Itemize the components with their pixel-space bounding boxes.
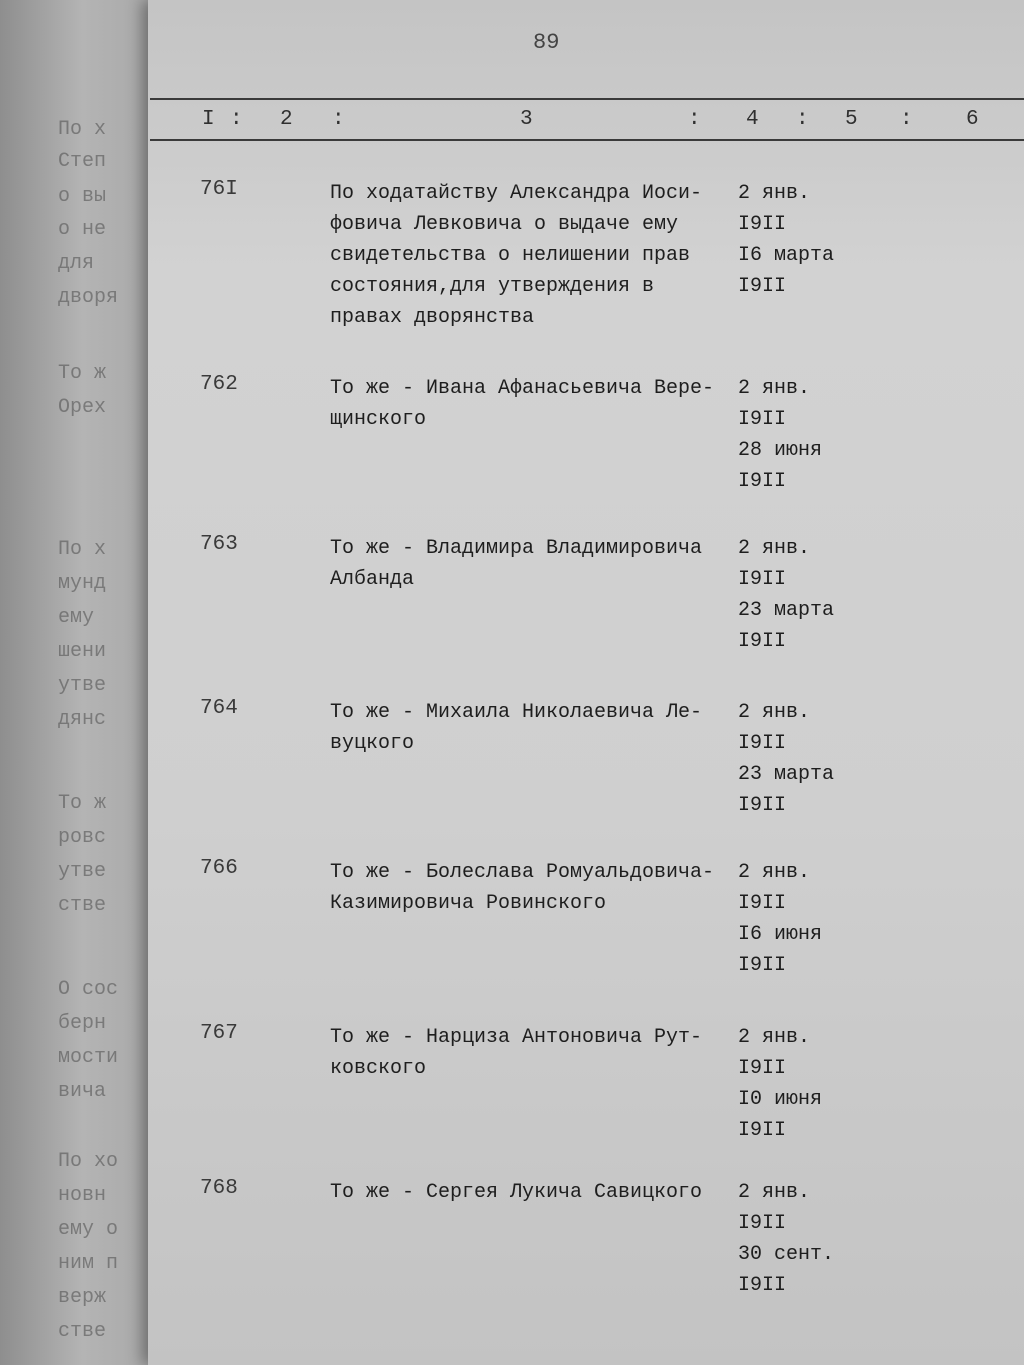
column-separator: :: [332, 108, 345, 131]
left-page-fragment: стве: [58, 1320, 107, 1343]
column-header-3: 3: [520, 108, 533, 131]
left-page-fragment: о не: [58, 218, 107, 241]
left-page-fragment: То ж: [58, 362, 107, 385]
left-page-fragment: берн: [58, 1012, 107, 1035]
entry-dates: 2 янв. I9II 23 марта I9II: [738, 701, 835, 817]
column-header-6: 6: [966, 108, 979, 131]
entry-dates: 2 янв. I9II 23 марта I9II: [738, 537, 835, 653]
entry-number: 768: [200, 1177, 238, 1200]
column-separator: :: [900, 108, 913, 131]
entry-number: 764: [200, 697, 238, 720]
left-page-fragment: мунд: [58, 572, 107, 595]
column-separator: :: [230, 108, 243, 131]
entry-dates: 2 янв. I9II I6 марта I9II: [738, 182, 835, 298]
left-page-fragment: шени: [58, 640, 107, 663]
column-header-1: I: [202, 108, 215, 131]
entry-dates: 2 янв. I9II 28 июня I9II: [738, 377, 823, 493]
left-page-fragment: утве: [58, 860, 107, 883]
left-page-fragment: дворя: [58, 286, 119, 309]
document-page: [148, 0, 1024, 1365]
entry-dates: 2 янв. I9II 30 сент. I9II: [738, 1181, 835, 1297]
entry-dates: 2 янв. I9II I6 июня I9II: [738, 861, 823, 977]
entry-dates: 2 янв. I9II I0 июня I9II: [738, 1026, 823, 1142]
left-page-fragment: По хо: [58, 1150, 119, 1173]
left-page-fragment: ему: [58, 606, 95, 629]
register-entry: [148, 697, 1024, 857]
left-page-fragment: Степ: [58, 150, 107, 173]
left-page-fragment: для: [58, 252, 95, 275]
header-bottom-rule: [150, 139, 1024, 141]
entry-description: То же - Владимира Владимировича Албанда: [330, 537, 703, 591]
page-number: 89: [533, 30, 560, 55]
entry-description: По ходатайству Александра Иоси- фовича Левковича о выдаче ему свидетельства о нелишении прав состояния,для утверждения в правах дворянства: [330, 182, 703, 329]
entry-number: 762: [200, 373, 238, 396]
entry-description: То же - Нарциза Антоновича Рут- ковского: [330, 1026, 703, 1080]
left-page-fragment: Орех: [58, 396, 107, 419]
entry-description: То же - Сергея Лукича Савицкого: [330, 1181, 703, 1204]
left-page-fragment: ровс: [58, 826, 107, 849]
entry-description: То же - Болеслава Ромуальдовича- Казимировича Ровинского: [330, 861, 715, 915]
left-page-fragment: о вы: [58, 185, 107, 208]
header-top-rule: [150, 98, 1024, 100]
entry-description: То же - Михаила Николаевича Ле- вуцкого: [330, 701, 703, 755]
column-header-5: 5: [845, 108, 858, 131]
entry-number: 763: [200, 533, 238, 556]
left-page-fragment: То ж: [58, 792, 107, 815]
entry-number: 767: [200, 1022, 238, 1045]
column-separator: :: [688, 108, 701, 131]
entry-number: 76I: [200, 178, 238, 201]
register-entry: [148, 373, 1024, 533]
left-page-fragment: По х: [58, 538, 107, 561]
register-entry: [148, 1022, 1024, 1182]
register-entry: [148, 533, 1024, 693]
left-page-fragment: мости: [58, 1046, 119, 1069]
register-entry: [148, 178, 1024, 338]
entry-number: 766: [200, 857, 238, 880]
register-entry: [148, 857, 1024, 1017]
column-header-2: 2: [280, 108, 293, 131]
left-page-fragment: верж: [58, 1286, 107, 1309]
left-page-fragment: дянс: [58, 708, 107, 731]
left-page-fragment: вича: [58, 1080, 107, 1103]
left-page-fragment: утве: [58, 674, 107, 697]
left-facing-page: [0, 0, 150, 1365]
entry-description: То же - Ивана Афанасьевича Вере- щинского: [330, 377, 715, 431]
column-separator: :: [796, 108, 809, 131]
left-page-fragment: новн: [58, 1184, 107, 1207]
left-page-fragment: ему о: [58, 1218, 119, 1241]
left-page-fragment: ним п: [58, 1252, 119, 1275]
left-page-fragment: По х: [58, 118, 107, 141]
register-entry: [148, 1177, 1024, 1337]
left-page-fragment: стве: [58, 894, 107, 917]
column-header-4: 4: [746, 108, 759, 131]
left-page-fragment: О сос: [58, 978, 119, 1001]
